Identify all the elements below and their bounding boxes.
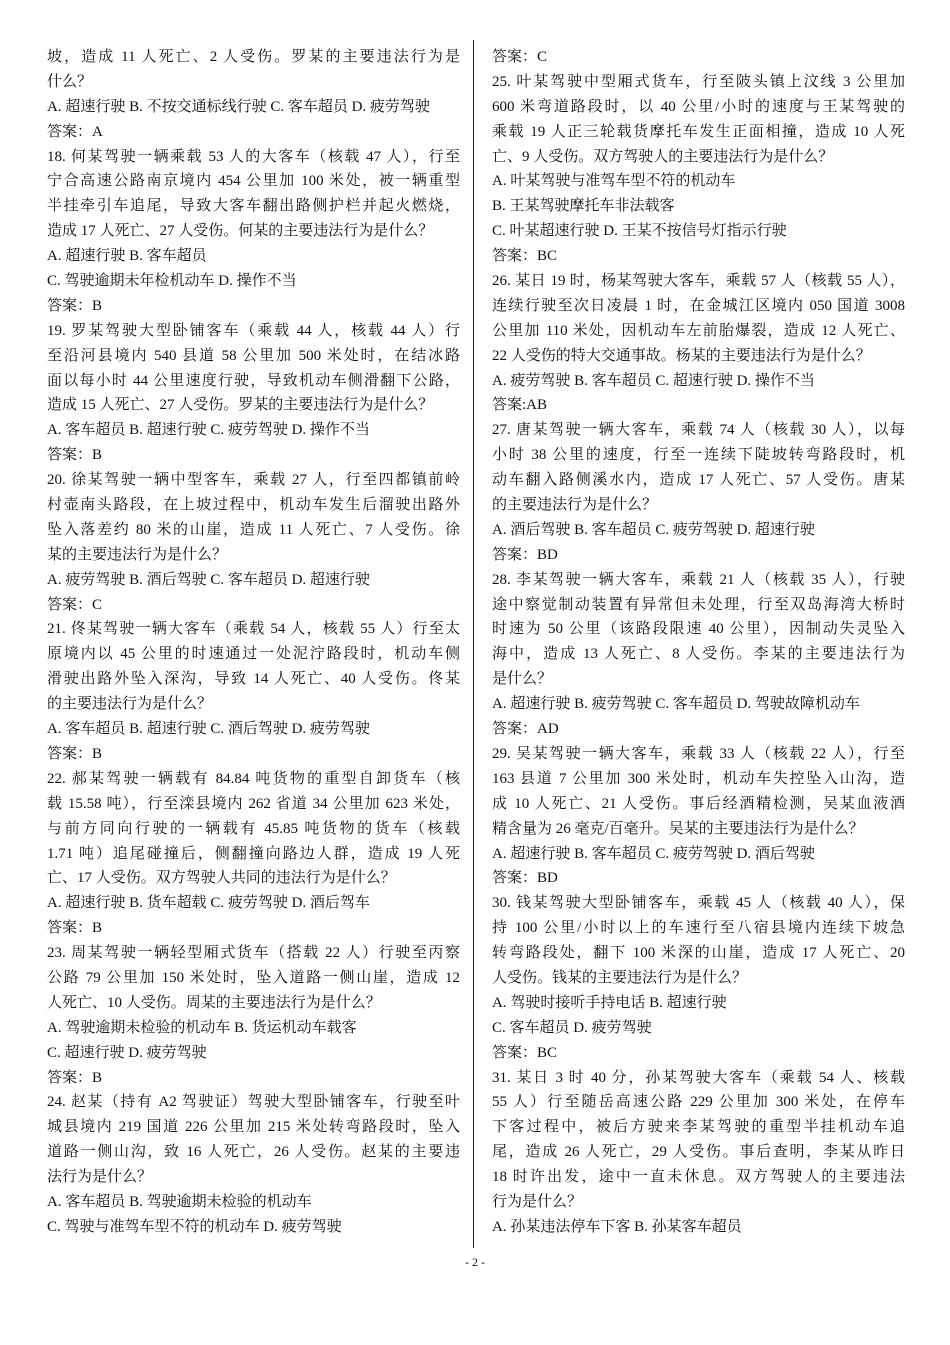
options-line <box>47 269 460 294</box>
text-line: 19. 罗某驾驶大型卧铺客车（乘载 44 人，核载 44 人）行 <box>47 322 460 339</box>
text-line: 造成 15 人死亡、27 人受伤。罗某的主要违法行为是什么？ <box>47 397 434 414</box>
question-text <box>47 941 460 1016</box>
text-line: 答案：A <box>47 123 103 140</box>
text-line: 22 人受伤的特大交通事故。杨某的主要违法行为是什么？ <box>492 347 871 364</box>
question-text <box>492 891 905 991</box>
text-line: A. 疲劳驾驶 B. 客车超员 C. 超速行驶 D. 操作不当 <box>492 372 815 389</box>
text-line: 尾，造成 26 人死亡，29 人受伤。事后查明，李某从昨日 <box>492 1144 905 1161</box>
text-line: 答案：BC <box>492 1044 558 1061</box>
options-line <box>47 95 460 120</box>
text-line: 与前方同向行驶的一辆载有 45.85 吨货物的货车（核载 <box>47 820 460 837</box>
text-line: A. 疲劳驾驶 B. 酒后驾驶 C. 客车超员 D. 超速行驶 <box>47 571 370 588</box>
text-line: A. 驾驶逾期未检验的机动车 B. 货运机动车载客 <box>47 1019 357 1036</box>
answer-line <box>47 916 460 941</box>
page-number: - 2 - <box>465 1255 485 1269</box>
text-line: 24. 赵某（持有 A2 驾驶证）驾驶大型卧铺客车，行驶至叶 <box>47 1094 460 1111</box>
text-line: 600 米弯道路段时，以 40 公里/小时的速度与王某驾驶的 <box>492 98 905 115</box>
text-line: 答案：BD <box>492 870 558 887</box>
text-line: 公路 79 公里加 150 米处时，坠入道路一侧山崖，造成 12 <box>47 969 460 986</box>
text-line: 行为是什么？ <box>492 1193 583 1210</box>
options-line <box>47 1190 460 1215</box>
text-line: 载 15.58 吨），行至滦县境内 262 省道 34 公里加 623 米处， <box>47 795 460 812</box>
text-line: A. 超速行驶 B. 货车超载 C. 疲劳驾驶 D. 酒后驾车 <box>47 895 370 912</box>
question-text <box>492 269 905 369</box>
text-line: 坠入落差约 80 米的山崖，造成 11 人死亡、7 人受伤。徐 <box>47 521 460 538</box>
text-line: 坡，造成 11 人死亡、2 人受伤。罗某的主要违法行为是 <box>47 49 460 65</box>
text-line: 原境内以 45 公里的时速通过一处泥泞路段时，机动车侧 <box>47 646 460 663</box>
text-line: 答案：C <box>492 49 548 65</box>
options-line <box>492 169 905 194</box>
text-line: 小时 38 公里的速度，行至一连续下陡坡转弯路段时，机 <box>492 447 905 464</box>
text-line: 18. 何某驾驶一辆乘载 53 人的大客车（核载 47 人），行至 <box>47 148 460 165</box>
text-line: 27. 唐某驾驶一辆大客车，乘载 74 人（核载 30 人），以每 <box>492 422 905 439</box>
options-line <box>47 1215 460 1240</box>
answer-line <box>47 742 460 767</box>
text-line: 宁合高速公路南京境内 454 公里加 100 米处，被一辆重型 <box>47 173 460 190</box>
text-line: A. 孙某违法停车下客 B. 孙某客车超员 <box>492 1218 742 1235</box>
answer-line <box>492 1041 905 1066</box>
text-line: A. 客车超员 B. 驾驶逾期未检验的机动车 <box>47 1193 312 1210</box>
text-line: 连续行驶至次日凌晨 1 时，在金城江区境内 050 国道 3008 <box>492 297 905 314</box>
text-line: C. 驾驶逾期未年检机动车 D. 操作不当 <box>47 273 297 290</box>
text-line: 乘载 19 人正三轮载货摩托车发生正面相撞，造成 10 人死 <box>492 123 905 140</box>
text-line: 答案：B <box>47 447 103 464</box>
question-text <box>47 145 460 245</box>
text-line: 城县境内 219 国道 226 公里加 215 米处转弯路段时，坠入 <box>47 1119 460 1136</box>
question-text <box>492 70 905 170</box>
text-line: 成 10 人死亡、21 人受伤。事后经酒精检测，吴某血液酒 <box>492 795 905 812</box>
text-line: 29. 吴某驾驶一辆大客车，乘载 33 人（核载 22 人），行至 <box>492 745 905 762</box>
question-text <box>47 468 460 568</box>
text-line: 人受伤。钱某的主要违法行为是什么？ <box>492 969 748 986</box>
text-line: A. 超速行驶 B. 不按交通标线行驶 C. 客车超员 D. 疲劳驾驶 <box>47 98 430 115</box>
text-line: 人死亡、10 人受伤。周某的主要违法行为是什么？ <box>47 994 381 1011</box>
text-line: 道路一侧山沟，致 16 人死亡，26 人受伤。赵某的主要违 <box>47 1144 460 1161</box>
text-line: 亡、17 人受伤。双方驾驶人共同的违法行为是什么？ <box>47 870 396 887</box>
text-line: 海中，造成 13 人死亡、8 人受伤。李某的主要违法行为 <box>492 646 905 663</box>
text-line: 答案：BD <box>492 546 558 563</box>
text-line: 22. 郝某驾驶一辆载有 84.84 吨货物的重型自卸货车（核 <box>47 770 460 787</box>
text-line: 163 县道 7 公里加 300 米处时，机动车失控坠入山沟，造 <box>492 770 905 787</box>
answer-line <box>47 443 460 468</box>
right-column <box>492 45 905 1240</box>
text-line: 21. 佟某驾驶一辆大客车（乘载 54 人，核载 55 人）行至太 <box>47 621 460 638</box>
text-line: A. 客车超员 B. 超速行驶 C. 疲劳驾驶 D. 操作不当 <box>47 422 370 439</box>
options-line <box>492 219 905 244</box>
text-line: 村壶南头路段，在上坡过程中，机动车发生后溜驶出路外 <box>47 497 460 514</box>
column-divider <box>473 40 474 1248</box>
text-line: 25. 叶某驾驶中型厢式货车，行至陂头镇上汶线 3 公里加 <box>492 73 905 90</box>
options-line <box>492 369 905 394</box>
text-line: C. 驾驶与准驾车型不符的机动车 D. 疲劳驾驶 <box>47 1218 342 1235</box>
options-line <box>492 991 905 1016</box>
text-line: 答案：B <box>47 920 103 937</box>
text-line: 答案：AD <box>492 721 559 738</box>
text-line: A. 驾驶时接听手持电话 B. 超速行驶 <box>492 994 727 1011</box>
text-line: 造成 17 人死亡、27 人受伤。何某的主要违法行为是什么？ <box>47 223 434 240</box>
answer-line <box>492 393 905 418</box>
text-line: 答案：B <box>47 745 103 762</box>
answer-line <box>492 543 905 568</box>
text-line: 面以每小时 44 公里速度行驶，导致机动车侧滑翻下公路， <box>47 372 460 389</box>
text-line: 半挂牵引车追尾，导致大客车翻出路侧护栏并起火燃烧， <box>47 198 460 215</box>
question-text <box>492 1066 905 1215</box>
text-line: 时速为 50 公里（该路段限速 40 公里），因制动失灵坠入 <box>492 621 905 638</box>
text-line: 是什么？ <box>492 671 553 688</box>
question-text <box>47 319 460 419</box>
options-line <box>492 194 905 219</box>
options-line <box>492 1016 905 1041</box>
text-line: 1.71 吨）追尾碰撞后，侧翻撞向路边人群，造成 19 人死 <box>47 845 460 862</box>
options-line <box>47 418 460 443</box>
question-text <box>47 45 460 95</box>
text-line: A. 酒后驾驶 B. 客车超员 C. 疲劳驾驶 D. 超速行驶 <box>492 521 815 538</box>
answer-line <box>47 120 460 145</box>
answer-line <box>492 717 905 742</box>
text-line: 持 100 公里/小时以上的车速行至八宿县境内连续下坡急 <box>492 920 905 937</box>
text-line: A. 叶某驾驶与准驾车型不符的机动车 <box>492 173 736 190</box>
answer-line <box>492 866 905 891</box>
text-line: 答案：B <box>47 297 103 314</box>
text-line: 31. 某日 3 时 40 分，孙某驾驶大客车（乘载 54 人、核载 <box>492 1069 905 1086</box>
options-line <box>47 1041 460 1066</box>
answer-line <box>47 1066 460 1091</box>
answer-line <box>492 45 905 70</box>
text-line: 23. 周某驾驶一辆轻型厢式货车（搭载 22 人）行驶至丙察 <box>47 945 460 962</box>
text-line: 动车翻入路侧溪水内，造成 17 人死亡、57 人受伤。唐某 <box>492 472 905 489</box>
text-line: 某的主要违法行为是什么？ <box>47 546 228 563</box>
question-text <box>47 617 460 717</box>
text-line: A. 超速行驶 B. 疲劳驾驶 C. 客车超员 D. 驾驶故障机动车 <box>492 696 860 713</box>
text-line: 20. 徐某驾驶一辆中型客车，乘载 27 人，行至四都镇前岭 <box>47 472 460 489</box>
text-line: C. 客车超员 D. 疲劳驾驶 <box>492 1019 652 1036</box>
left-column <box>47 45 460 1240</box>
text-line: 18 时许出发，途中一直未休息。双方驾驶人的主要违法 <box>492 1169 905 1186</box>
text-line: 答案：BC <box>492 248 558 265</box>
question-text <box>47 1090 460 1190</box>
text-line: 法行为是什么？ <box>47 1169 153 1186</box>
options-line <box>492 518 905 543</box>
text-line: 答案：B <box>47 1069 103 1086</box>
text-line: 答案：C <box>47 596 103 613</box>
question-text <box>492 418 905 518</box>
text-line: C. 叶某超速行驶 D. 王某不按信号灯指示行驶 <box>492 223 787 240</box>
question-text <box>492 568 905 692</box>
options-line <box>47 568 460 593</box>
options-line <box>492 842 905 867</box>
text-line: 30. 钱某驾驶大型卧铺客车，乘载 45 人（核载 40 人），保 <box>492 895 905 912</box>
options-line <box>47 1016 460 1041</box>
text-line: 的主要违法行为是什么？ <box>47 696 213 713</box>
text-line: 26. 某日 19 时，杨某驾驶大客车，乘载 57 人（核载 55 人）， <box>492 273 905 290</box>
answer-line <box>47 593 460 618</box>
text-line: 至沿河县境内 540 县道 58 公里加 500 米处时，在结冰路 <box>47 347 460 364</box>
text-line: C. 超速行驶 D. 疲劳驾驶 <box>47 1044 207 1061</box>
text-line: 滑驶出路外坠入深沟，导致 14 人死亡、40 人受伤。佟某 <box>47 671 460 688</box>
text-line: A. 超速行驶 B. 客车超员 <box>47 248 207 265</box>
options-line <box>47 891 460 916</box>
text-line: 亡、9 人受伤。双方驾驶人的主要违法行为是什么？ <box>492 148 834 165</box>
text-line: A. 超速行驶 B. 客车超员 C. 疲劳驾驶 D. 酒后驾驶 <box>492 845 815 862</box>
text-line: 途中察觉制动装置有异常但未处理，行至双岛海湾大桥时 <box>492 596 905 613</box>
answer-line <box>492 244 905 269</box>
text-line: 55 人）行至随岳高速公路 229 公里加 300 米处，在停车 <box>492 1094 905 1111</box>
text-line: 什么？ <box>47 73 93 90</box>
options-line <box>492 692 905 717</box>
text-line: 的主要违法行为是什么？ <box>492 497 658 514</box>
answer-line <box>47 294 460 319</box>
question-text <box>492 742 905 842</box>
options-line <box>47 244 460 269</box>
text-line: 28. 李某驾驶一辆大客车，乘载 21 人（核载 35 人），行驶 <box>492 571 905 588</box>
options-line <box>47 717 460 742</box>
question-text <box>47 767 460 891</box>
text-line: 公里加 110 米处，因机动车左前胎爆裂，造成 12 人死亡、 <box>492 322 905 339</box>
text-line: A. 客车超员 B. 超速行驶 C. 酒后驾驶 D. 疲劳驾驶 <box>47 721 370 738</box>
options-line <box>492 1215 905 1240</box>
text-line: 精含量为 26 毫克/百毫升。吴某的主要违法行为是什么？ <box>492 820 864 837</box>
text-line: B. 王某驾驶摩托车非法载客 <box>492 198 675 215</box>
text-line: 转弯路段处，翻下 100 米深的山崖，造成 17 人死亡、20 <box>492 945 905 962</box>
text-line: 下客过程中，被后方驶来李某驾驶的重型半挂机动车追 <box>492 1119 905 1136</box>
text-line: 答案:AB <box>492 397 548 414</box>
